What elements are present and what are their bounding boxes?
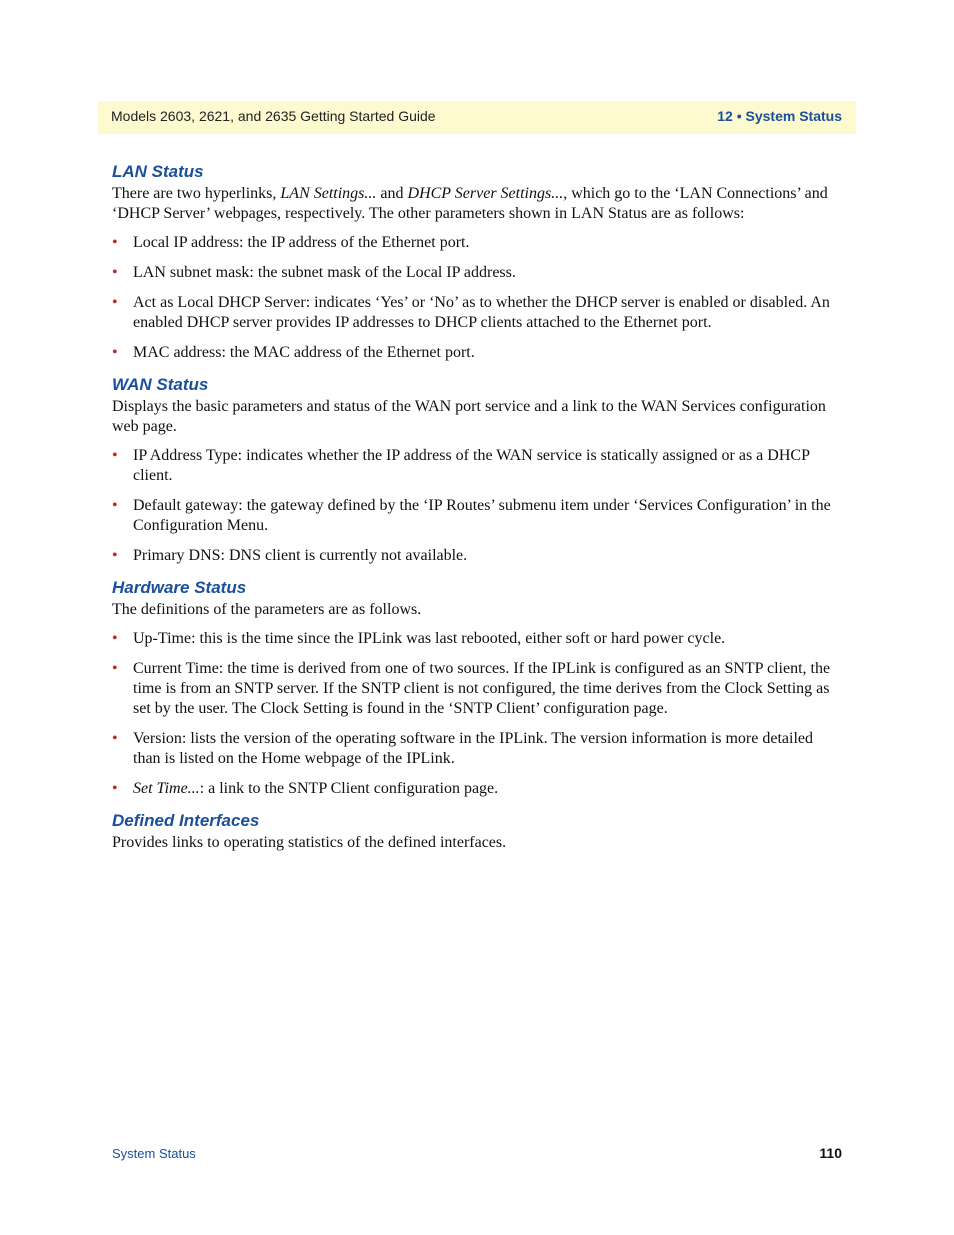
list-item [112,263,842,283]
bullet-list [112,446,842,566]
list-item-text: Act as Local DHCP Server: indicates ‘Yes’ or ‘No’ as to whether the DHCP server is enabled or disabled. An enabled DHCP server provides IP addresses to DHCP clients attached to the Ethernet port. [133,294,830,331]
section-intro [112,184,842,224]
intro-text: and [376,185,408,202]
section-heading: LAN Status [112,162,204,181]
intro-text: There are two hyperlinks, [112,185,281,202]
bullet-icon: • [112,660,118,677]
lan-settings-link-text: LAN Settings... [280,185,377,202]
bullet-icon: • [112,730,118,747]
section-lan-status [112,160,842,363]
bullet-icon: • [112,780,118,797]
list-item-text: Primary DNS: DNS client is currently not available. [133,547,468,564]
list-item [112,659,842,719]
list-item [112,779,842,799]
list-item-text: : a link to the SNTP Client configuration page. [199,780,499,797]
bullet-icon: • [112,547,118,564]
page-body [112,160,842,857]
section-intro: Displays the basic parameters and status of the WAN port service and a link to the WAN Services configuration web page. [112,398,826,435]
section-hardware-status [112,576,842,799]
list-item-text: Local IP address: the IP address of the Ethernet port. [133,234,470,251]
list-item [112,446,842,486]
bullet-list [112,629,842,799]
bullet-icon: • [112,234,118,251]
list-item-text: IP Address Type: indicates whether the IP address of the WAN service is statically assigned or as a DHCP client. [133,447,810,484]
section-heading: WAN Status [112,375,209,394]
list-item [112,546,842,566]
list-item [112,496,842,536]
header-chapter-title: 12 • System Status [717,108,842,124]
list-item [112,729,842,769]
bullet-icon: • [112,294,118,311]
section-wan-status [112,373,842,566]
list-item-text: LAN subnet mask: the subnet mask of the Local IP address. [133,264,516,281]
running-header [98,101,856,134]
page-number: 110 [819,1145,842,1161]
footer-section-name: System Status [112,1146,196,1161]
list-item-text: Current Time: the time is derived from one of two sources. If the IPLink is configured as an SNTP client, the time is from an SNTP server. If the SNTP client is not configured, the time derives from the Clock Setting as set by the user. The Clock Setting is found in the ‘SNTP Client’ configuration page. [133,660,831,717]
section-defined-interfaces [112,809,842,853]
bullet-icon: • [112,630,118,647]
bullet-icon: • [112,264,118,281]
bullet-icon: • [112,344,118,361]
list-item-text: MAC address: the MAC address of the Ethernet port. [133,344,475,361]
list-item-text: Default gateway: the gateway defined by the ‘IP Routes’ submenu item under ‘Services Configuration’ in the Configuration Menu. [133,497,831,534]
list-item [112,343,842,363]
section-heading: Defined Interfaces [112,811,260,830]
dhcp-server-settings-link-text: DHCP Server Settings... [407,185,564,202]
list-item-text: Up-Time: this is the time since the IPLink was last rebooted, either soft or hard power cycle. [133,630,726,647]
bullet-icon: • [112,497,118,514]
header-guide-title: Models 2603, 2621, and 2635 Getting Started Guide [111,108,436,124]
list-item [112,233,842,253]
list-item [112,629,842,649]
section-intro: Provides links to operating statistics of the defined interfaces. [112,834,507,851]
section-heading: Hardware Status [112,578,247,597]
list-item-text: Version: lists the version of the operating software in the IPLink. The version information is more detailed than is listed on the Home webpage of the IPLink. [133,730,813,767]
section-intro: The definitions of the parameters are as follows. [112,601,422,618]
list-item [112,293,842,333]
bullet-icon: • [112,447,118,464]
bullet-list [112,233,842,363]
set-time-link-text: Set Time... [133,780,200,797]
intro-text: , which go to the ‘LAN Connections’ and ‘DHCP Server’ webpages, respectively. The other parameters shown in LAN Status are as follows: [112,185,828,222]
